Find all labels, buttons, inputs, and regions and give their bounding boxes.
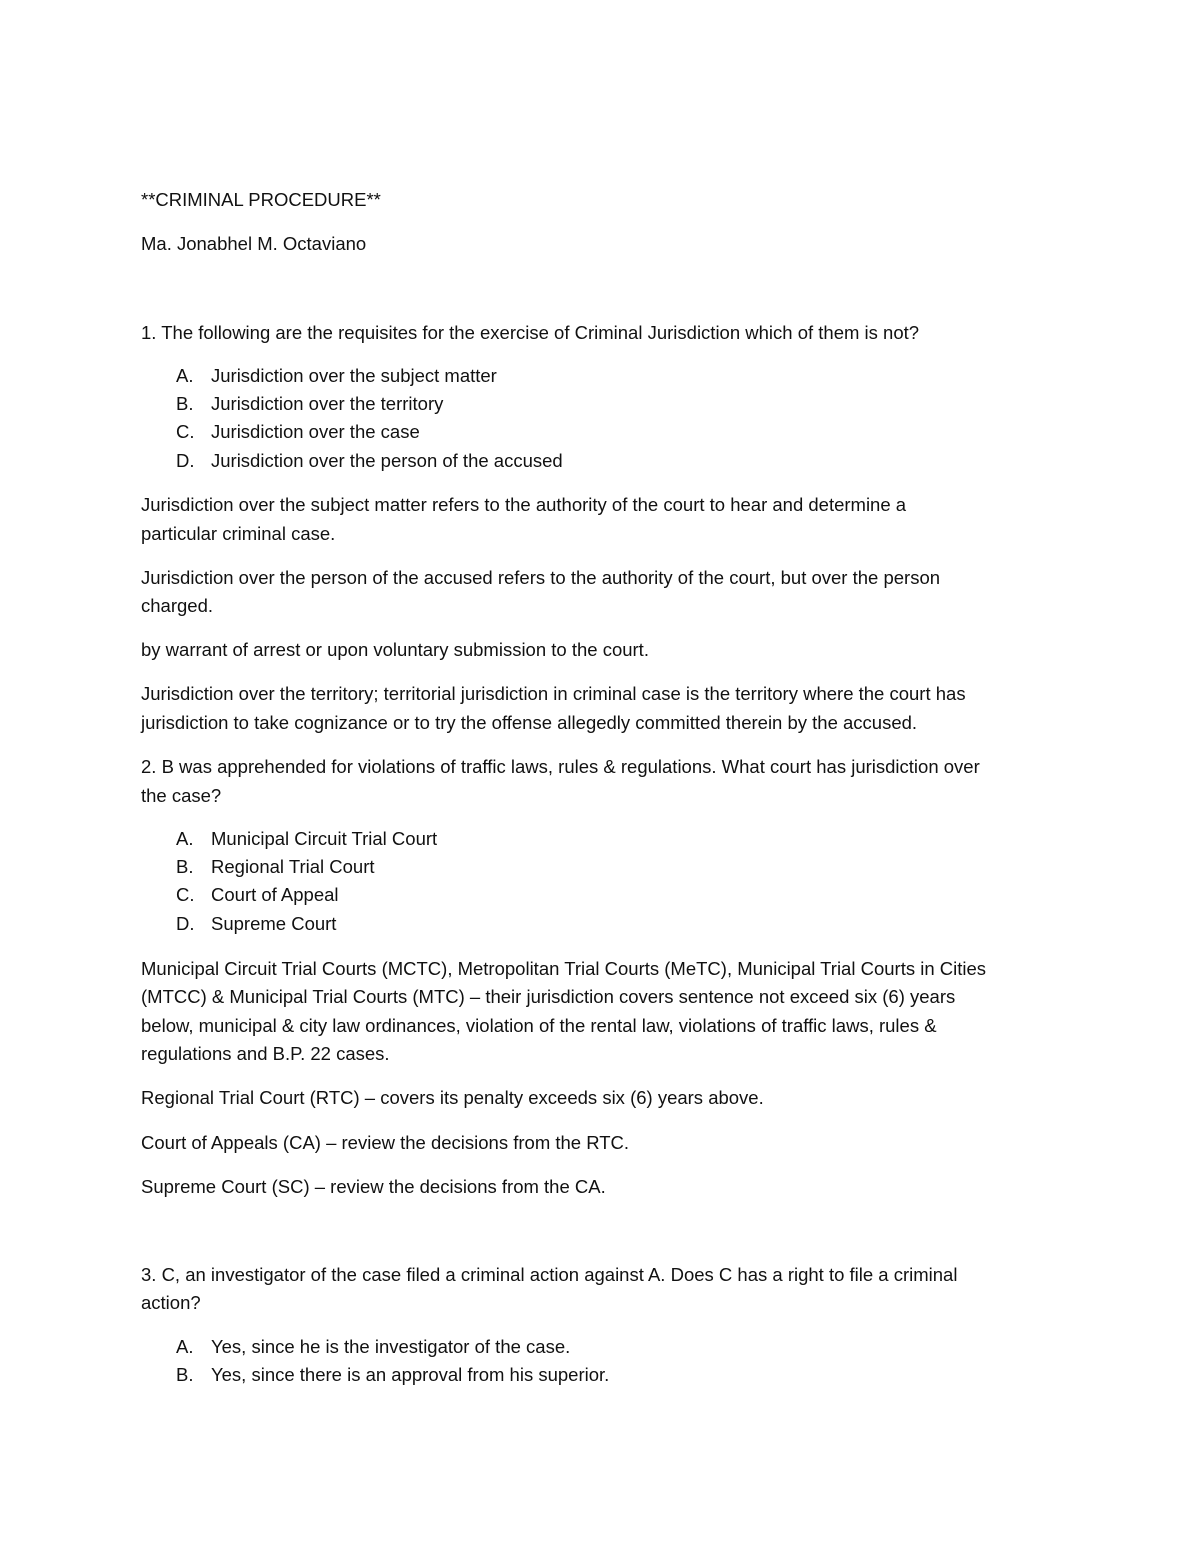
q3-option-b [176,1361,609,1389]
q2-explanation-line: regulations and B.P. 22 cases. [141,1043,390,1064]
option-text: Yes, since there is an approval from his superior. [211,1364,610,1385]
option-text: Jurisdiction over the case [211,421,420,442]
q1-option-a [176,362,497,390]
document-title: **CRIMINAL PROCEDURE** [141,189,381,210]
q2-option-d [176,910,336,938]
option-letter: B. [176,856,194,877]
option-text: Jurisdiction over the person of the accused [211,450,563,471]
q1-explanation-line: Jurisdiction over the subject matter refers to the authority of the court to hear and determine a [141,494,907,515]
option-text: Yes, since he is the investigator of the case. [211,1336,571,1357]
q2-option-c [176,881,339,909]
option-letter: B. [176,1364,194,1385]
option-text: Jurisdiction over the subject matter [211,365,497,386]
question-2-continued: the case? [141,785,222,806]
q3-option-a [176,1333,570,1361]
q1-explanation-line: charged. [141,595,213,616]
question-2: 2. B was apprehended for violations of traffic laws, rules & regulations. What court has jurisdiction over [141,756,980,777]
option-text: Supreme Court [211,913,337,934]
question-3: 3. C, an investigator of the case filed a criminal action against A. Does C has a right to file a criminal [141,1264,958,1285]
q1-explanation-line: particular criminal case. [141,523,336,544]
option-letter: B. [176,393,194,414]
author-name: Ma. Jonabhel M. Octaviano [141,233,367,254]
option-letter: A. [176,828,194,849]
q2-explanation-line: Regional Trial Court (RTC) – covers its penalty exceeds six (6) years above. [141,1087,764,1108]
question-3-continued: action? [141,1292,201,1313]
q1-option-b [176,390,443,418]
q1-option-d [176,447,563,475]
option-text: Municipal Circuit Trial Court [211,828,438,849]
q2-explanation-line: below, municipal & city law ordinances, violation of the rental law, violations of traffic laws, rules & [141,1015,937,1036]
option-letter: C. [176,421,195,442]
option-text: Jurisdiction over the territory [211,393,444,414]
q2-explanation-line: Municipal Circuit Trial Courts (MCTC), Metropolitan Trial Courts (MeTC), Municipal Trial Courts in Cities [141,958,987,979]
option-letter: C. [176,884,195,905]
q2-option-a [176,825,437,853]
option-letter: A. [176,365,194,386]
option-letter: D. [176,450,195,471]
q2-explanation-line: Court of Appeals (CA) – review the decisions from the RTC. [141,1132,630,1153]
option-text: Regional Trial Court [211,856,375,877]
q1-explanation-line: Jurisdiction over the person of the accused refers to the authority of the court, but over the person [141,567,941,588]
q2-explanation-line: Supreme Court (SC) – review the decisions from the CA. [141,1176,606,1197]
option-letter: D. [176,913,195,934]
q2-explanation-line: (MTCC) & Municipal Trial Courts (MTC) – their jurisdiction covers sentence not exceed six (6) years [141,986,956,1007]
q1-explanation-line: Jurisdiction over the territory; territorial jurisdiction in criminal case is the territory where the court has [141,683,966,704]
q1-option-c [176,418,420,446]
question-1: 1. The following are the requisites for the exercise of Criminal Jurisdiction which of them is not? [141,322,920,343]
q1-explanation-line: by warrant of arrest or upon voluntary submission to the court. [141,639,649,660]
option-text: Court of Appeal [211,884,339,905]
q2-option-b [176,853,375,881]
option-letter: A. [176,1336,194,1357]
q1-explanation-line: jurisdiction to take cognizance or to try the offense allegedly committed therein by the accused. [141,712,918,733]
